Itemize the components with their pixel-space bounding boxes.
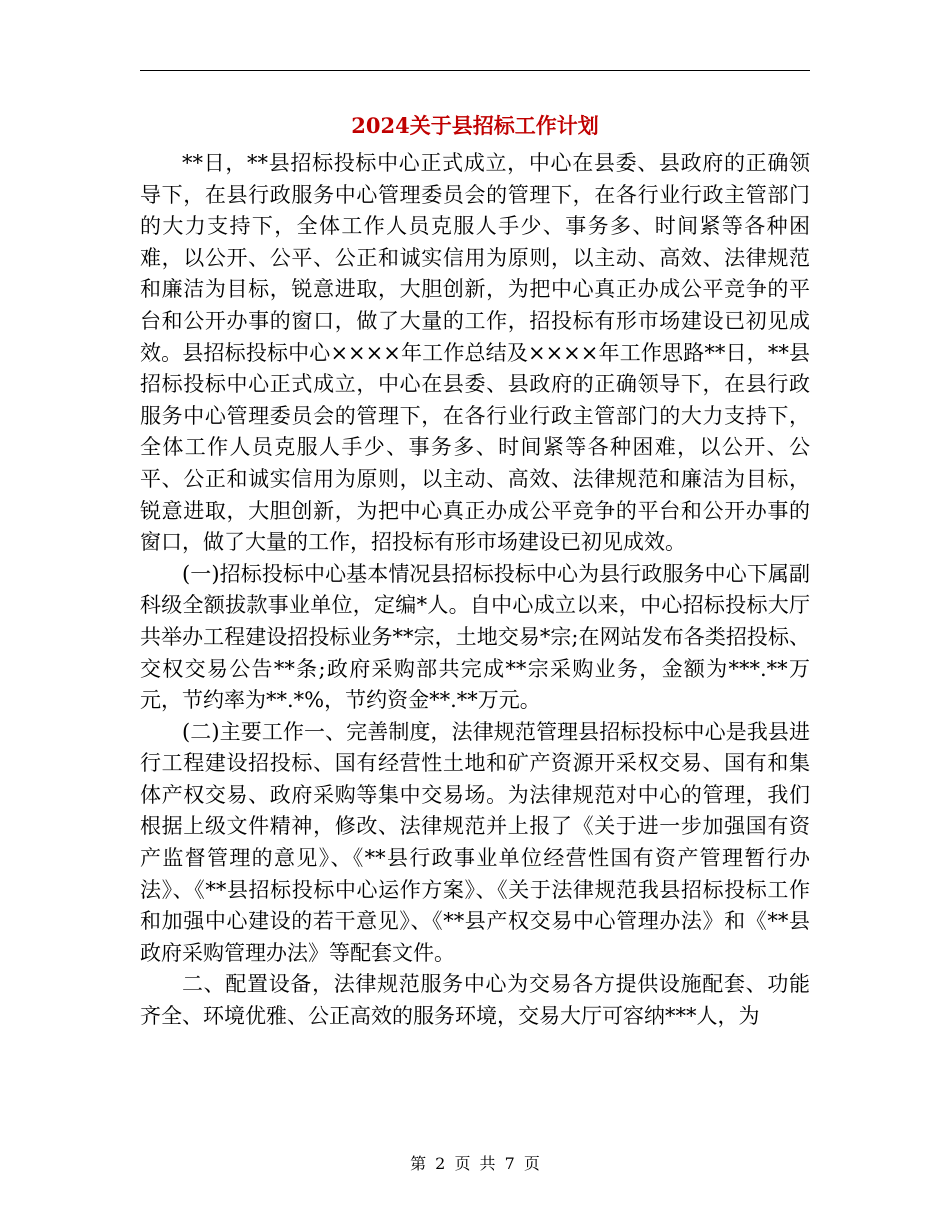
document-title: 2024关于县招标工作计划 [351, 113, 599, 138]
paragraph-1: **日，**县招标投标中心正式成立，中心在县委、县政府的正确领导下，在县行政服务中心管理委员会的管理下，在各行业行政主管部门的大力支持下，全体工作人员克服人手少、事务多、时间紧等各种困难，以公开、公平、公正和诚实信用为原则，以主动、高效、法律规范和廉洁为目标，锐意进取，大胆创新，为把中心真正办成公平竞争的平台和公开办事的窗口，做了大量的工作，招投标有形市场建设已初见成效。县招标投标中心××××年工作总结及××××年工作思路**日，**县招标投标中心正式成立，中心在县委、县政府的正确领导下，在县行政服务中心管理委员会的管理下，在各行业行政主管部门的大力支持下，全体工作人员克服人手少、事务多、时间紧等各种困难，以公开、公平、公正和诚实信用为原则，以主动、高效、法律规范和廉洁为目标，锐意进取，大胆创新，为把中心真正办成公平竞争的平台和公开办事的窗口，做了大量的工作，招投标有形市场建设已初见成效。 [140, 151, 810, 555]
paragraph-2: (一)招标投标中心基本情况县招标投标中心为县行政服务中心下属副科级全额拔款事业单位，定编*人。自中心成立以来，中心招标投标大厅共举办工程建设招投标业务**宗，土地交易*宗;在网站发布各类招投标、交权交易公告**条;政府采购部共完成**宗采购业务，金额为***.**万元，节约率为**.*%，节约资金**.**万元。 [140, 561, 810, 713]
paragraph-3: (二)主要工作一、完善制度，法律规范管理县招标投标中心是我县进行工程建设招投标、国有经营性土地和矿产资源开采权交易、国有和集体产权交易、政府采购等集中交易场。为法律规范对中心的管理，我们根据上级文件精神，修改、法律规范并上报了《关于进一步加强国有资产监督管理的意见》、《**县行政事业单位经营性国有资产管理暂行办法》、《**县招标投标中心运作方案》、《关于法律规范我县招标投标工作和加强中心建设的若干意见》、《**县产权交易中心管理办法》和《**县政府采购管理办法》等配套文件。 [140, 719, 810, 965]
document-body [140, 148, 810, 1033]
page-footer: 第 2 页 共 7 页 [410, 1154, 540, 1173]
header-rule [140, 70, 810, 71]
paragraph-4: 二、配置设备，法律规范服务中心为交易各方提供设施配套、功能齐全、环境优雅、公正高效的服务环境，交易大厅可容纳***人，为 [140, 972, 810, 1029]
